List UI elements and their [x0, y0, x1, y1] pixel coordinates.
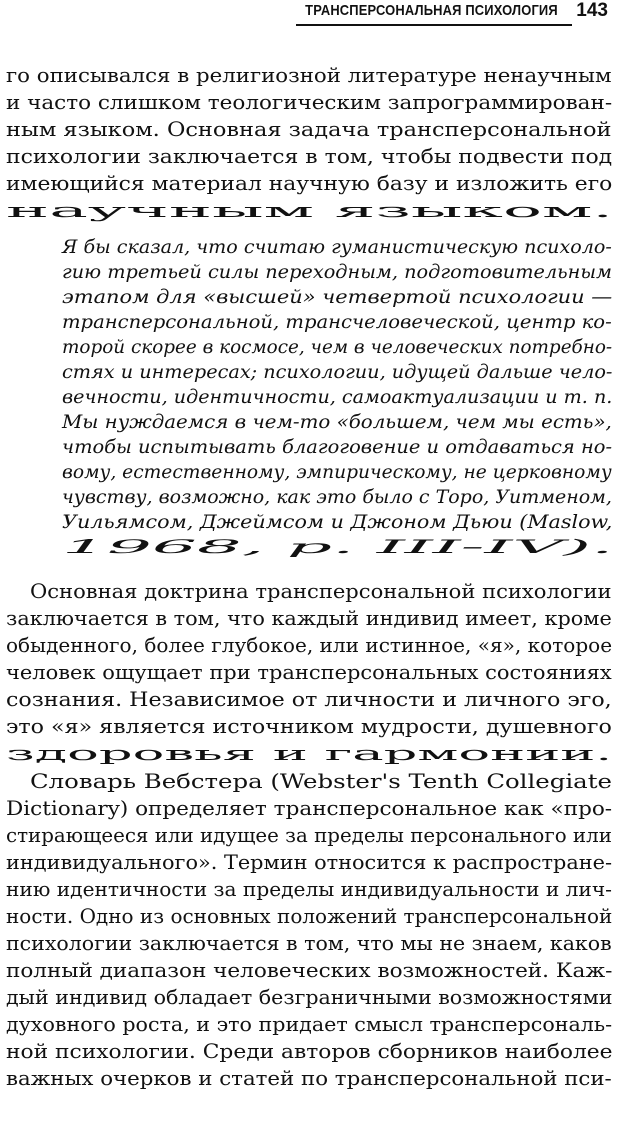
text-line: ным языком. Основная задача трансперсональной [6, 117, 612, 141]
text-line: заключается в том, что каждый индивид имеет, кроме [6, 606, 612, 630]
quote-line: трансперсональной, трансчеловеческой, центр ко- [62, 312, 612, 333]
quote-line: Уильямсом, Джеймсом и Джоном Дьюи (Maslow, [62, 512, 613, 533]
text-line: индивидуального». Термин относится к распростране- [6, 850, 612, 874]
text-line: Основная доктрина трансперсональной психологии [30, 579, 612, 603]
text-line: дый индивид обладает безграничными возможностями [6, 985, 613, 1009]
quote-line: торой скорее в космосе, чем в человеческих потребно- [62, 337, 613, 358]
text-line: полный диапазон человеческих возможностей. Каж- [6, 958, 613, 982]
text-line: это «я» является источником мудрости, душевного [6, 714, 612, 738]
quote-line: стях и интересах; психологии, идущей дальше чело- [62, 362, 613, 383]
text-line: ности. Одно из основных положений трансперсональной [6, 904, 613, 928]
text-line: Словарь Вебстера (Webster's Tenth Collegiate [30, 769, 612, 793]
text-line: человек ощущает при трансперсональных состояниях [6, 660, 612, 684]
quote-line: чувству, возможно, как это было с Торо, Уитменом, [62, 487, 612, 508]
text-line: сознания. Независимое от личности и личного эго, [6, 687, 612, 711]
running-title: ТРАНСПЕРСОНАЛЬНАЯ ПСИХОЛОГИЯ [305, 2, 558, 19]
text-line: духовного роста, и это придает смысл трансперсональ- [6, 1012, 613, 1036]
text-line: ной психологии. Среди авторов сборников наиболее [6, 1039, 613, 1063]
quote-line: Я бы сказал, что считаю гуманистическую психоло- [62, 237, 612, 258]
page-number: 143 [576, 0, 608, 21]
header-rule [296, 24, 572, 26]
quote-line: 1968, р. III-IV). [62, 537, 614, 558]
text-line: стирающееся или идущее за пределы персонального или [6, 823, 612, 847]
text-line: Dictionary) определяет трансперсональное как «про- [6, 796, 613, 820]
text-line: психологии заключается в том, что мы не знаем, каков [6, 931, 612, 955]
text-line: нию идентичности за пределы индивидуальности и лич- [6, 877, 612, 901]
quote-line: этапом для «высшей» четвертой психологии — [62, 287, 613, 308]
text-line: психологии заключается в том, чтобы подвести под [6, 144, 613, 168]
quote-line: гию третьей силы переходным, подготовительным [62, 262, 613, 283]
text-line: обыденного, более глубокое, или истинное, «я», которое [6, 633, 613, 657]
quote-line: чтобы испытывать благоговение и отдаваться но- [62, 437, 613, 458]
page-header [0, 0, 620, 30]
quote-line: Мы нуждаемся в чем-то «большем, чем мы есть», [62, 412, 612, 433]
text-line: здоровья и гармонии. [6, 741, 613, 765]
quote-line: вечности, идентичности, самоактуализации и т. п. [62, 387, 613, 408]
quote-line: вому, естественному, эмпирическому, не церковному [62, 462, 612, 483]
text-line: го описывался в религиозной литературе ненаучным [6, 63, 612, 87]
text-line: и часто слишком теологическим запрограммирован- [6, 90, 613, 114]
text-line: имеющийся материал научную базу и изложить его [6, 171, 613, 195]
text-line: важных очерков и статей по трансперсональной пси- [6, 1066, 612, 1090]
text-line: научным языком. [6, 198, 614, 222]
